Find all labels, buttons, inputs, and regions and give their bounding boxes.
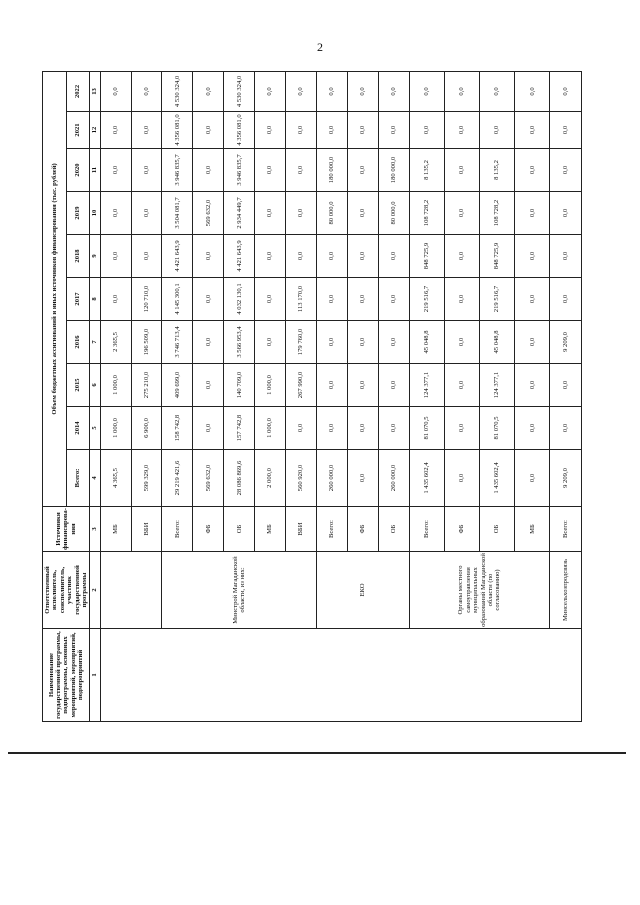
year-value-cell: 0,0	[444, 149, 479, 192]
year-value-cell: 0,0	[444, 112, 479, 149]
year-value-cell: 0,0	[444, 407, 479, 450]
column-number: 9	[90, 235, 100, 278]
year-value-cell: 0,0	[286, 407, 317, 450]
year-value-cell: 848 725,9	[409, 235, 444, 278]
year-value-cell: 0,0	[378, 364, 409, 407]
header-year: 2015	[66, 364, 90, 407]
year-value-cell: 0,0	[515, 321, 550, 364]
header-year: 2014	[66, 407, 90, 450]
year-value-cell: 4 530 324,0	[224, 71, 255, 111]
total-cell: 0,0	[515, 450, 550, 507]
year-value-cell: 0,0	[347, 407, 378, 450]
year-value-cell: 108 728,2	[480, 192, 515, 235]
year-value-cell: 0,0	[550, 407, 581, 450]
source-cell: ОБ	[378, 507, 409, 552]
year-value-cell: 3 504 081,7	[162, 192, 193, 235]
year-value-cell: 0,0	[550, 235, 581, 278]
year-value-cell: 0,0	[444, 71, 479, 111]
table-row	[162, 71, 193, 721]
column-number: 13	[90, 71, 100, 111]
year-value-cell: 3 746 713,4	[162, 321, 193, 364]
year-value-cell: 0,0	[255, 235, 286, 278]
year-value-cell: 0,0	[255, 278, 286, 321]
header-row-1	[43, 71, 67, 721]
year-value-cell: 0,0	[131, 192, 162, 235]
year-value-cell: 0,0	[378, 112, 409, 149]
year-value-cell: 81 070,5	[409, 407, 444, 450]
year-value-cell: 0,0	[100, 235, 131, 278]
header-year: 2016	[66, 321, 90, 364]
year-value-cell: 0,0	[515, 149, 550, 192]
year-value-cell: 0,0	[550, 149, 581, 192]
column-number: 4	[90, 450, 100, 507]
column-number: 6	[90, 364, 100, 407]
year-value-cell: 81 070,5	[480, 407, 515, 450]
year-value-cell: 0,0	[255, 321, 286, 364]
source-cell: ВБИ	[286, 507, 317, 552]
responsible-cell: Минстрой Магаданской области, из них:	[162, 552, 317, 629]
year-value-cell: 158 742,8	[162, 407, 193, 450]
year-value-cell: 0,0	[515, 407, 550, 450]
total-cell: 9 209,0	[550, 450, 581, 507]
rotated-table-wrapper	[42, 72, 569, 722]
year-value-cell: 180 000,0	[316, 149, 347, 192]
year-value-cell: 0,0	[444, 364, 479, 407]
year-value-cell: 0,0	[286, 235, 317, 278]
year-value-cell: 3 566 953,4	[224, 321, 255, 364]
year-value-cell: 0,0	[347, 192, 378, 235]
year-value-cell: 4 421 643,9	[162, 235, 193, 278]
year-value-cell: 80 000,0	[378, 192, 409, 235]
year-value-cell: 0,0	[316, 407, 347, 450]
year-value-cell: 2 365,5	[100, 321, 131, 364]
total-cell: 260 000,0	[378, 450, 409, 507]
table-row	[316, 71, 347, 721]
year-value-cell: 0,0	[515, 192, 550, 235]
responsible-cell: ЕКО	[316, 552, 409, 629]
total-cell: 569 632,0	[193, 450, 224, 507]
year-value-cell: 0,0	[347, 149, 378, 192]
year-value-cell: 0,0	[550, 364, 581, 407]
year-value-cell: 275 210,0	[131, 364, 162, 407]
year-value-cell: 0,0	[316, 364, 347, 407]
year-value-cell: 0,0	[378, 235, 409, 278]
source-cell: Всего:	[316, 507, 347, 552]
year-value-cell: 0,0	[515, 278, 550, 321]
year-value-cell: 0,0	[515, 235, 550, 278]
source-cell: Всего:	[162, 507, 193, 552]
source-cell: Всего:	[550, 507, 581, 552]
header-name: Наименование государственной программы, подпрограммы, основных мероприятий, мероприятий, подмероприятий	[43, 629, 90, 722]
page-number: 2	[317, 40, 323, 54]
year-value-cell: 0,0	[378, 71, 409, 111]
responsible-cell: Минсельхозпродсвязь	[550, 552, 581, 629]
total-cell: 560 920,0	[286, 450, 317, 507]
header-year: 2021	[66, 112, 90, 149]
header-total: Всего:	[66, 450, 90, 507]
source-cell: МБ	[255, 507, 286, 552]
year-value-cell: 0,0	[409, 112, 444, 149]
year-value-cell: 848 725,9	[480, 235, 515, 278]
year-value-cell: 0,0	[347, 321, 378, 364]
year-value-cell: 0,0	[347, 112, 378, 149]
year-value-cell: 219 516,7	[409, 278, 444, 321]
year-value-cell: 0,0	[255, 192, 286, 235]
year-value-cell: 0,0	[100, 112, 131, 149]
year-value-cell: 4 032 130,1	[224, 278, 255, 321]
year-value-cell: 1 000,0	[100, 364, 131, 407]
responsible-cell	[100, 552, 162, 629]
column-number: 5	[90, 407, 100, 450]
year-value-cell: 0,0	[131, 71, 162, 111]
header-year: 2020	[66, 149, 90, 192]
year-value-cell: 0,0	[480, 112, 515, 149]
year-value-cell: 0,0	[131, 149, 162, 192]
total-cell: 1 435 602,4	[409, 450, 444, 507]
year-value-cell: 2 934 449,7	[224, 192, 255, 235]
column-number: 10	[90, 192, 100, 235]
source-cell: ФБ	[347, 507, 378, 552]
year-value-cell: 0,0	[193, 149, 224, 192]
year-value-cell: 4 530 324,0	[162, 71, 193, 111]
year-value-cell: 0,0	[316, 71, 347, 111]
column-number: 3	[90, 507, 100, 552]
year-value-cell: 120 710,0	[131, 278, 162, 321]
column-number-row	[90, 71, 100, 721]
source-cell: МБ	[100, 507, 131, 552]
header-responsible: Ответственный исполнитель, соисполнитель, участник государственной программы	[43, 552, 90, 629]
year-value-cell: 0,0	[347, 278, 378, 321]
year-value-cell: 0,0	[255, 112, 286, 149]
source-cell: ОБ	[224, 507, 255, 552]
source-cell: ФБ	[444, 507, 479, 552]
year-value-cell: 0,0	[286, 71, 317, 111]
year-value-cell: 1 000,0	[255, 407, 286, 450]
header-year: 2019	[66, 192, 90, 235]
year-value-cell: 124 377,1	[409, 364, 444, 407]
year-value-cell: 0,0	[347, 364, 378, 407]
year-value-cell: 0,0	[378, 321, 409, 364]
year-value-cell: 1 000,0	[255, 364, 286, 407]
total-cell: 1 435 602,4	[480, 450, 515, 507]
total-cell: 2 000,0	[255, 450, 286, 507]
header-year: 2017	[66, 278, 90, 321]
year-value-cell: 180 000,0	[378, 149, 409, 192]
year-value-cell: 0,0	[193, 112, 224, 149]
year-value-cell: 179 760,0	[286, 321, 317, 364]
year-value-cell: 4 421 643,9	[224, 235, 255, 278]
header-source: Источники финансирова- ния	[43, 507, 90, 552]
year-value-cell: 3 946 835,7	[224, 149, 255, 192]
year-value-cell: 0,0	[550, 192, 581, 235]
year-value-cell: 0,0	[444, 192, 479, 235]
total-cell: 260 000,0	[316, 450, 347, 507]
year-value-cell: 0,0	[515, 364, 550, 407]
year-value-cell: 157 742,8	[224, 407, 255, 450]
year-value-cell: 0,0	[444, 235, 479, 278]
column-number: 7	[90, 321, 100, 364]
year-value-cell: 45 048,8	[480, 321, 515, 364]
source-cell: Всего:	[409, 507, 444, 552]
year-value-cell: 1 000,0	[100, 407, 131, 450]
year-value-cell: 0,0	[550, 71, 581, 111]
year-value-cell: 0,0	[193, 278, 224, 321]
column-number: 11	[90, 149, 100, 192]
year-value-cell: 0,0	[347, 71, 378, 111]
financing-table	[42, 71, 582, 722]
year-value-cell: 0,0	[378, 278, 409, 321]
year-value-cell: 0,0	[444, 278, 479, 321]
year-value-cell: 0,0	[100, 192, 131, 235]
year-value-cell: 140 709,0	[224, 364, 255, 407]
year-value-cell: 0,0	[286, 192, 317, 235]
year-value-cell: 0,0	[255, 71, 286, 111]
year-value-cell: 124 377,1	[480, 364, 515, 407]
year-value-cell: 0,0	[480, 71, 515, 111]
year-value-cell: 569 632,0	[193, 192, 224, 235]
year-value-cell: 0,0	[100, 278, 131, 321]
year-value-cell: 0,0	[131, 112, 162, 149]
year-value-cell: 0,0	[316, 112, 347, 149]
source-cell: ВБИ	[131, 507, 162, 552]
table-row	[409, 71, 444, 721]
year-value-cell: 0,0	[550, 278, 581, 321]
year-value-cell: 0,0	[100, 149, 131, 192]
year-value-cell: 0,0	[316, 278, 347, 321]
year-value-cell: 0,0	[193, 321, 224, 364]
total-cell: 0,0	[444, 450, 479, 507]
header-amount: Объем бюджетных ассигнований и иных источников финансирования (тыс. рублей)	[43, 71, 67, 506]
year-value-cell: 6 900,0	[131, 407, 162, 450]
year-value-cell: 0,0	[515, 71, 550, 111]
responsible-cell: Органы местного самоуправления муниципальных образований Магаданской области (по согласованию)	[409, 552, 550, 629]
year-value-cell: 0,0	[193, 71, 224, 111]
total-cell: 599 329,0	[131, 450, 162, 507]
year-value-cell: 4 145 300,1	[162, 278, 193, 321]
year-value-cell: 196 509,0	[131, 321, 162, 364]
year-value-cell: 0,0	[316, 321, 347, 364]
year-value-cell: 0,0	[193, 235, 224, 278]
column-number: 8	[90, 278, 100, 321]
column-number: 1	[90, 629, 100, 722]
column-number: 12	[90, 112, 100, 149]
source-cell: ФБ	[193, 507, 224, 552]
header-year: 2022	[66, 71, 90, 111]
year-value-cell: 108 728,2	[409, 192, 444, 235]
year-value-cell: 0,0	[131, 235, 162, 278]
year-value-cell: 0,0	[286, 149, 317, 192]
total-cell: 28 086 869,6	[224, 450, 255, 507]
year-value-cell: 0,0	[193, 364, 224, 407]
year-value-cell: 0,0	[347, 235, 378, 278]
year-value-cell: 80 000,0	[316, 192, 347, 235]
year-value-cell: 0,0	[378, 407, 409, 450]
year-value-cell: 0,0	[444, 321, 479, 364]
source-cell: МБ	[515, 507, 550, 552]
year-value-cell: 9 209,0	[550, 321, 581, 364]
year-value-cell: 0,0	[193, 407, 224, 450]
year-value-cell: 0,0	[316, 235, 347, 278]
total-cell: 29 219 421,6	[162, 450, 193, 507]
year-value-cell: 4 356 081,0	[224, 112, 255, 149]
year-value-cell: 267 990,0	[286, 364, 317, 407]
year-value-cell: 45 048,8	[409, 321, 444, 364]
year-value-cell: 409 699,0	[162, 364, 193, 407]
year-value-cell: 0,0	[286, 112, 317, 149]
table-row	[100, 71, 131, 721]
year-value-cell: 3 946 835,7	[162, 149, 193, 192]
year-value-cell: 113 170,0	[286, 278, 317, 321]
year-value-cell: 0,0	[409, 71, 444, 111]
total-cell: 0,0	[347, 450, 378, 507]
year-value-cell: 8 135,2	[480, 149, 515, 192]
table-row	[550, 71, 581, 721]
total-cell: 4 365,5	[100, 450, 131, 507]
page-divider-line	[8, 752, 626, 754]
column-number: 2	[90, 552, 100, 629]
header-year: 2018	[66, 235, 90, 278]
year-value-cell: 8 135,2	[409, 149, 444, 192]
year-value-cell: 4 356 081,0	[162, 112, 193, 149]
year-value-cell: 0,0	[100, 71, 131, 111]
year-value-cell: 0,0	[515, 112, 550, 149]
year-value-cell: 219 516,7	[480, 278, 515, 321]
table-body	[100, 71, 581, 721]
program-name-cell	[100, 629, 581, 722]
source-cell: ОБ	[480, 507, 515, 552]
year-value-cell: 0,0	[550, 112, 581, 149]
year-value-cell: 0,0	[255, 149, 286, 192]
